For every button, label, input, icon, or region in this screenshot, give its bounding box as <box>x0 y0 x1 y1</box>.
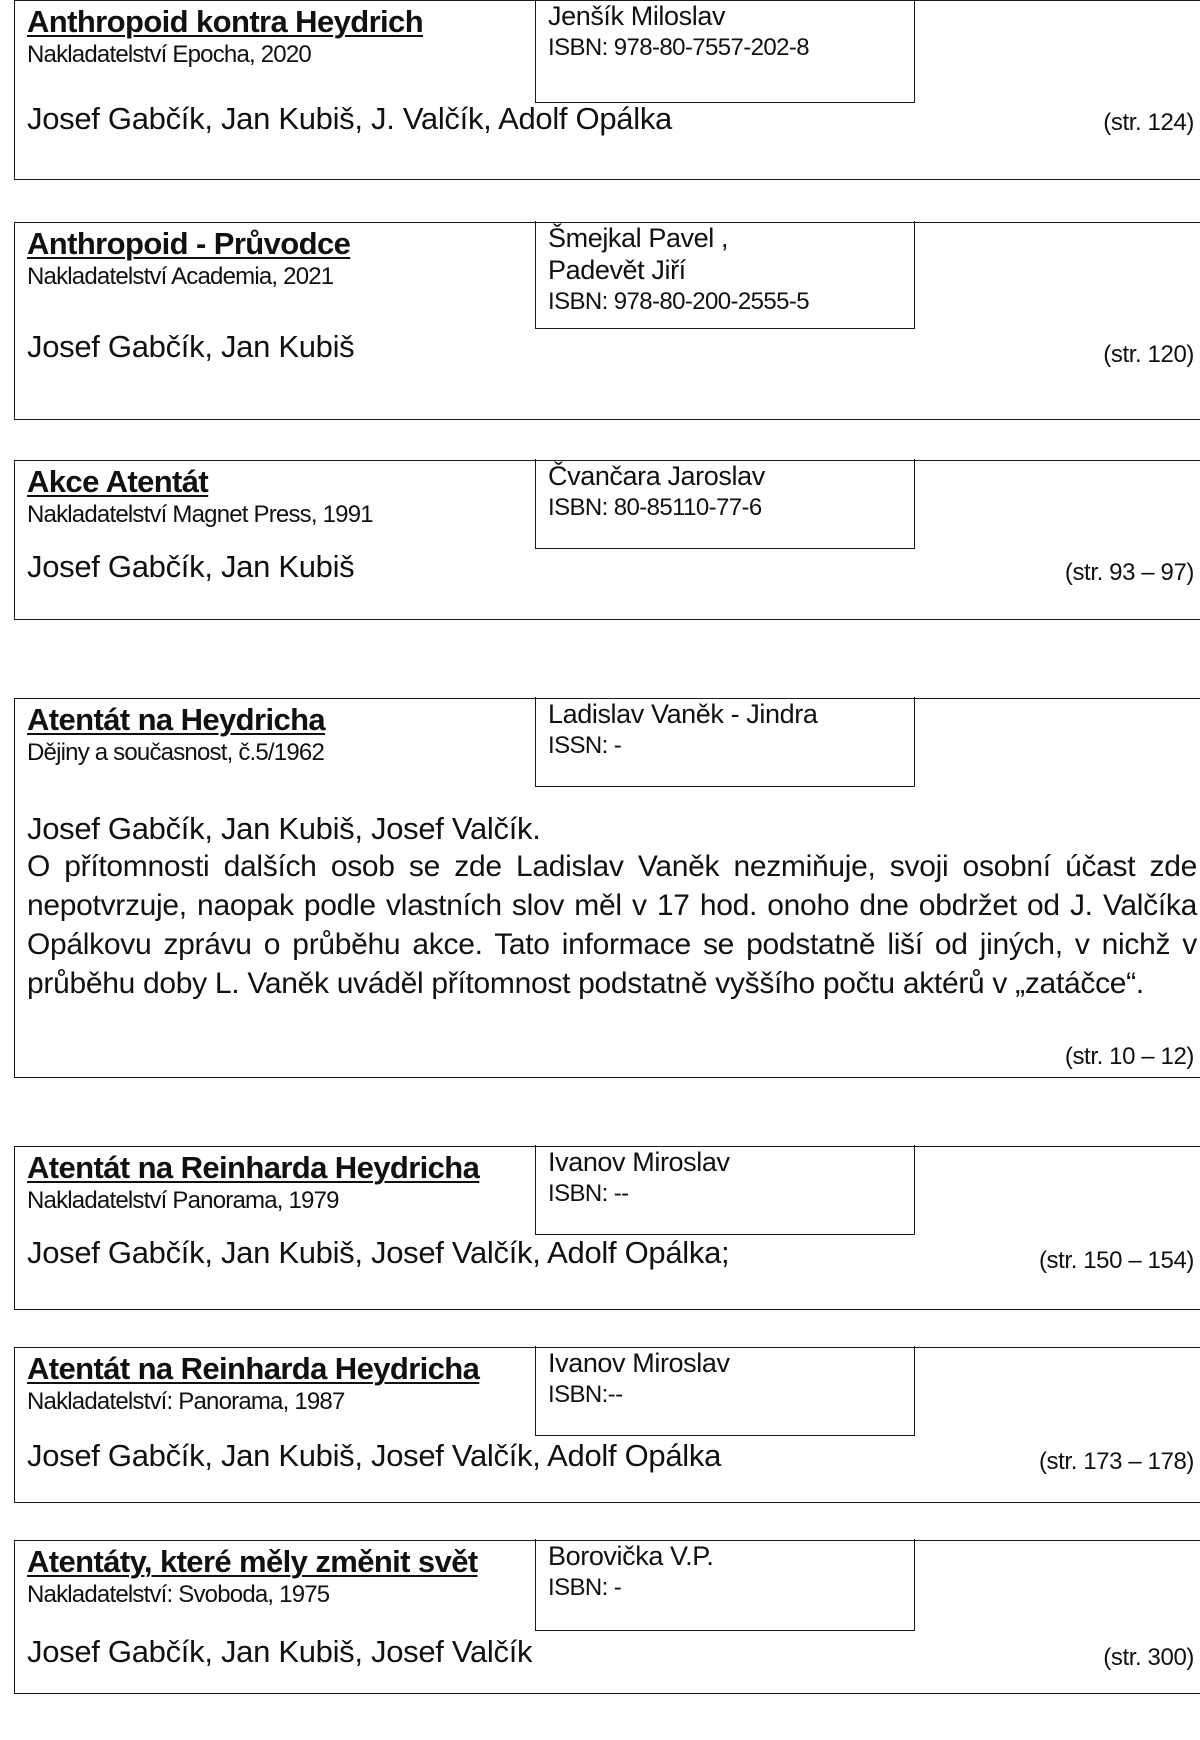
page-reference: (str. 93 – 97) <box>1064 559 1194 586</box>
book-title: Atentát na Reinharda Heydricha <box>27 1150 480 1185</box>
author-box <box>535 1145 915 1235</box>
publisher-info: Nakladatelství Epocha, 2020 <box>27 41 311 68</box>
author-box <box>535 1539 915 1631</box>
page-reference: (str. 300) <box>1103 1644 1194 1671</box>
isbn-number: ISSN: - <box>548 732 622 759</box>
persons-list: Josef Gabčík, Jan Kubiš, Josef Valčík. <box>27 811 541 846</box>
isbn-number: ISBN: 978-80-200-2555-5 <box>548 288 810 315</box>
persons-list: Josef Gabčík, Jan Kubiš, Josef Valčík, Adolf Opálka; <box>27 1235 730 1270</box>
title-cell <box>27 1544 527 1611</box>
page-reference: (str. 150 – 154) <box>1038 1247 1194 1274</box>
author-box <box>535 697 915 787</box>
title-cell <box>27 702 527 769</box>
author-name: Ivanov Miroslav <box>548 1147 730 1177</box>
book-title: Anthropoid kontra Heydrich <box>27 4 424 39</box>
book-title: Atentát na Reinharda Heydricha <box>27 1351 480 1386</box>
book-entry <box>14 1146 1200 1310</box>
author-name: Šmejkal Pavel , <box>548 223 729 253</box>
book-entry <box>14 1347 1200 1503</box>
persons-list: Josef Gabčík, Jan Kubiš, Josef Valčík, Adolf Opálka <box>27 1438 722 1473</box>
author-name: Ladislav Vaněk - Jindra <box>548 699 818 729</box>
title-cell <box>27 4 527 71</box>
publisher-info: Nakladatelství: Svoboda, 1975 <box>27 1581 330 1608</box>
isbn-number: ISBN: 80-85110-77-6 <box>548 494 762 521</box>
isbn-number: ISBN: 978-80-7557-202-8 <box>548 34 810 61</box>
author-box <box>535 221 915 329</box>
title-cell <box>27 1351 527 1418</box>
title-cell <box>27 1150 527 1217</box>
publisher-info: Dějiny a současnost, č.5/1962 <box>27 739 324 766</box>
isbn-number: ISBN: -- <box>548 1180 629 1207</box>
author-name: Borovička V.P. <box>548 1541 714 1571</box>
persons-list: Josef Gabčík, Jan Kubiš <box>27 549 355 584</box>
book-entry <box>14 222 1200 420</box>
page-reference: (str. 173 – 178) <box>1038 1448 1194 1475</box>
publisher-info: Nakladatelství Magnet Press, 1991 <box>27 501 373 528</box>
book-title: Akce Atentát <box>27 464 209 499</box>
page-reference: (str. 10 – 12) <box>1064 1043 1194 1070</box>
author-name: Jenšík Miloslav <box>548 1 726 31</box>
author-name: Padevět Jiří <box>548 255 686 285</box>
persons-list: Josef Gabčík, Jan Kubiš, Josef Valčík <box>27 1634 533 1669</box>
persons-list: Josef Gabčík, Jan Kubiš, J. Valčík, Adolf Opálka <box>27 101 672 136</box>
isbn-number: ISBN:-- <box>548 1381 623 1408</box>
author-box <box>535 0 915 103</box>
page-reference: (str. 124) <box>1103 109 1194 136</box>
author-name: Čvančara Jaroslav <box>548 461 765 491</box>
author-name: Ivanov Miroslav <box>548 1348 730 1378</box>
entry-note: O přítomnosti dalších osob se zde Ladislav Vaněk nezmiňuje, svoji osobní účast zde nepotvrzuje, naopak podle vlastních slov měl v 17 hod. onoho dne obdržet od J. Valčíka Opálkovu zprávu o průběhu akce. Tato informace se podstatně liší od jiných, v nichž v průběhu doby L. Vaněk uváděl přítomnost podstatně vyššího počtu aktérů v „zatáčce“. <box>27 850 1197 1000</box>
book-title: Atentát na Heydricha <box>27 702 326 737</box>
book-entry <box>14 0 1200 180</box>
author-box <box>535 1346 915 1436</box>
book-entry <box>14 1540 1200 1694</box>
author-box <box>535 459 915 549</box>
publisher-info: Nakladatelství: Panorama, 1987 <box>27 1388 345 1415</box>
book-title: Anthropoid - Průvodce <box>27 226 351 261</box>
book-title: Atentáty, které měly změnit svět <box>27 1544 478 1579</box>
title-cell <box>27 226 527 293</box>
persons-list: Josef Gabčík, Jan Kubiš <box>27 329 355 364</box>
isbn-number: ISBN: - <box>548 1574 622 1601</box>
title-cell <box>27 464 527 531</box>
page-reference: (str. 120) <box>1103 341 1194 368</box>
book-entry <box>14 698 1200 1078</box>
book-entry <box>14 460 1200 620</box>
publisher-info: Nakladatelství Panorama, 1979 <box>27 1187 339 1214</box>
publisher-info: Nakladatelství Academia, 2021 <box>27 263 334 290</box>
